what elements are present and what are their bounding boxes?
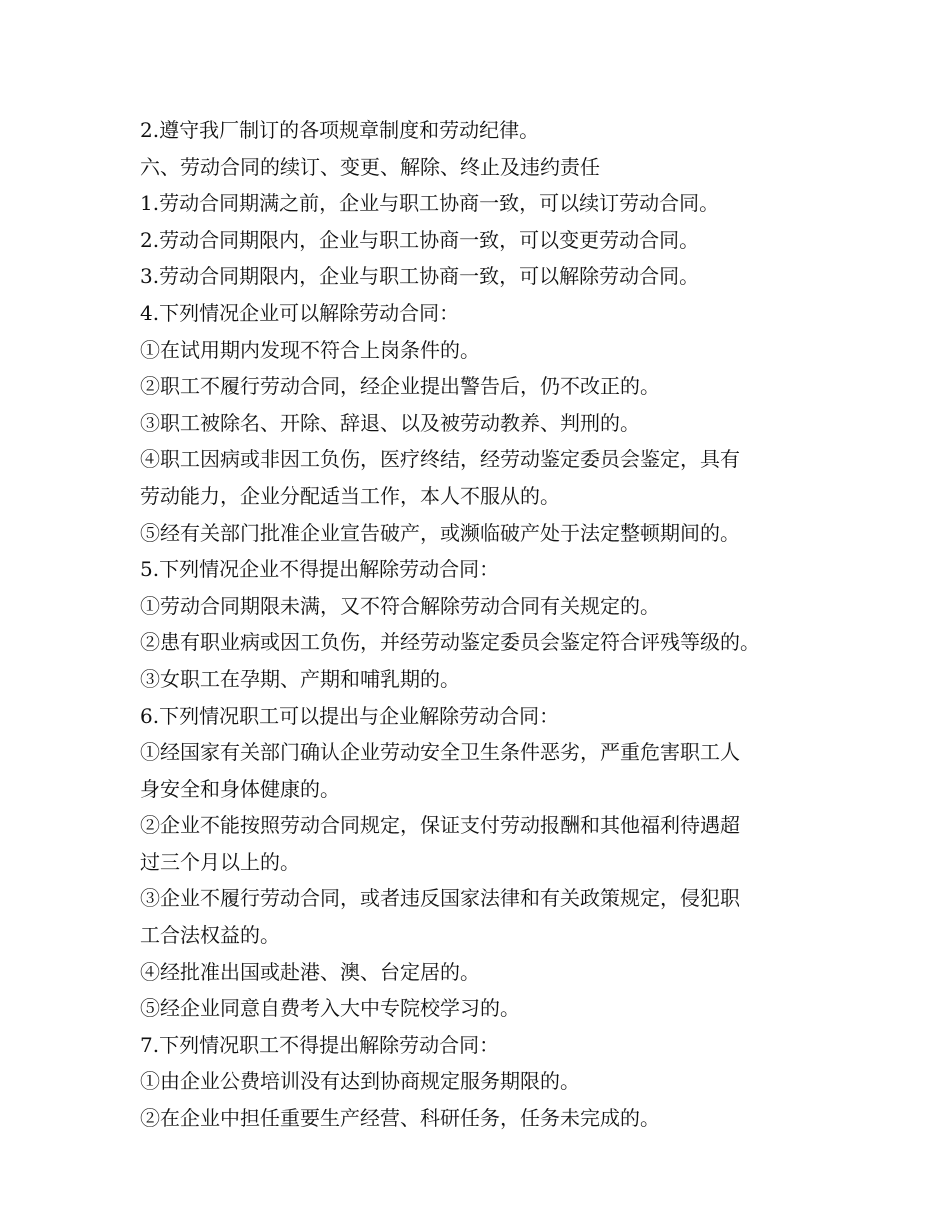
list-item: ①经国家有关部门确认企业劳动安全卫生条件恶劣，严重危害职工人: [140, 740, 740, 765]
list-item-continuation: 劳动能力，企业分配适当工作，本人不服从的。: [140, 483, 560, 508]
text-line: 7.下列情况职工不得提出解除劳动合同：: [140, 1032, 500, 1057]
text-line: 4.下列情况企业可以解除劳动合同：: [140, 300, 460, 325]
list-item: ②患有职业病或因工负伤，并经劳动鉴定委员会鉴定符合评残等级的。: [140, 630, 760, 655]
list-item-continuation: 过三个月以上的。: [140, 849, 300, 874]
list-item: ④经批准出国或赴港、澳、台定居的。: [140, 959, 480, 984]
list-item: ⑤经企业同意自费考入大中专院校学习的。: [140, 996, 520, 1021]
text-line: 3.劳动合同期限内，企业与职工协商一致，可以解除劳动合同。: [140, 264, 700, 289]
list-item: ②企业不能按照劳动合同规定，保证支付劳动报酬和其他福利待遇超: [140, 813, 740, 838]
list-item: ③女职工在孕期、产期和哺乳期的。: [140, 666, 460, 691]
list-item: ③职工被除名、开除、辞退、以及被劳动教养、判刑的。: [140, 410, 640, 435]
list-item: ③企业不履行劳动合同，或者违反国家法律和有关政策规定，侵犯职: [140, 886, 740, 911]
section-heading: 六、劳动合同的续订、变更、解除、终止及违约责任: [140, 154, 600, 179]
text-line: 6.下列情况职工可以提出与企业解除劳动合同：: [140, 703, 560, 728]
text-line: 1.劳动合同期满之前，企业与职工协商一致，可以续订劳动合同。: [140, 191, 720, 216]
list-item-continuation: 身安全和身体健康的。: [140, 776, 340, 801]
list-item-continuation: 工合法权益的。: [140, 923, 280, 948]
list-item: ①由企业公费培训没有达到协商规定服务期限的。: [140, 1069, 580, 1094]
list-item: ①劳动合同期限未满，又不符合解除劳动合同有关规定的。: [140, 593, 660, 618]
document-body: [140, 112, 830, 1137]
list-item: ②在企业中担任重要生产经营、科研任务，任务未完成的。: [140, 1106, 660, 1131]
list-item: ④职工因病或非因工负伤，医疗终结，经劳动鉴定委员会鉴定，具有: [140, 447, 740, 472]
text-line: 5.下列情况企业不得提出解除劳动合同：: [140, 557, 500, 582]
text-line: 2.遵守我厂制订的各项规章制度和劳动纪律。: [140, 118, 540, 142]
list-item: ⑤经有关部门批准企业宣告破产，或濒临破产处于法定整顿期间的。: [140, 520, 740, 545]
text-line: 2.劳动合同期限内，企业与职工协商一致，可以变更劳动合同。: [140, 227, 700, 252]
list-item: ②职工不履行劳动合同，经企业提出警告后，仍不改正的。: [140, 374, 660, 399]
list-item: ①在试用期内发现不符合上岗条件的。: [140, 337, 480, 362]
